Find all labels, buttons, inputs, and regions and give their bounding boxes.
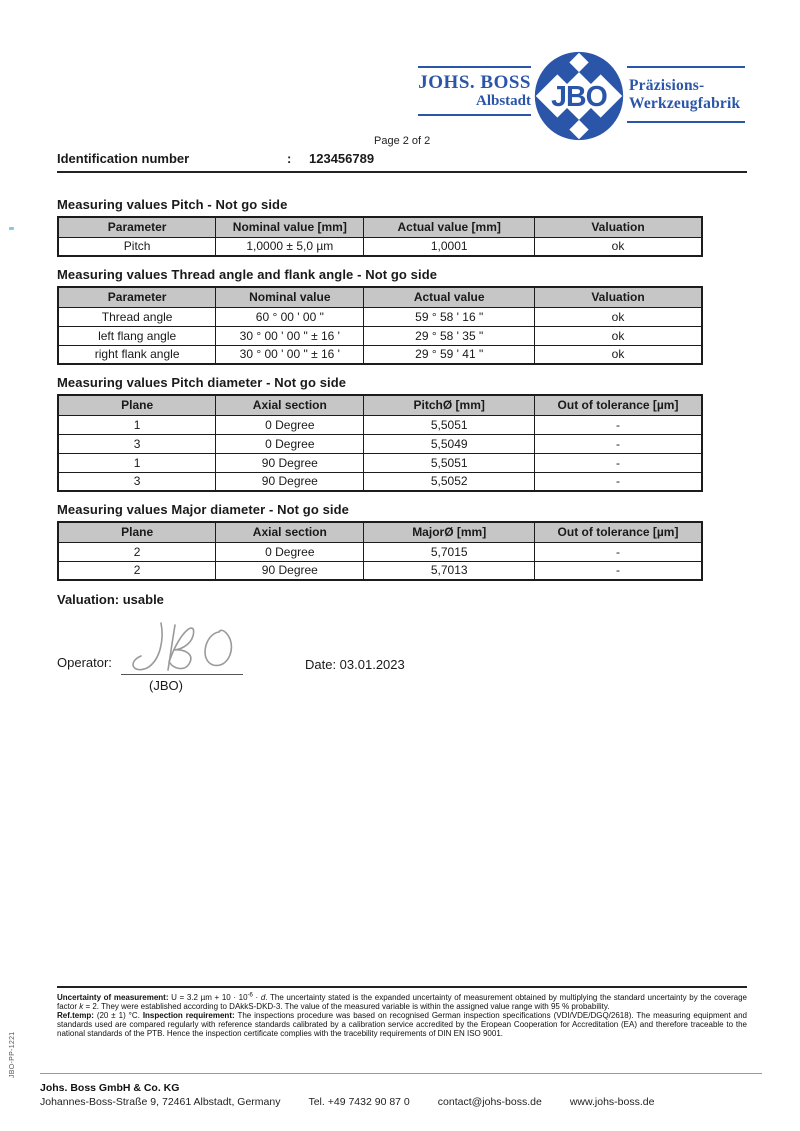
header-company-left — [418, 66, 531, 116]
table-header-row — [58, 522, 702, 542]
table-row — [58, 472, 702, 491]
table-cell: 5,7015 — [364, 542, 535, 561]
table-header-cell: Out of tolerance [µm] — [535, 395, 702, 415]
table-cell: 0 Degree — [216, 542, 364, 561]
table-cell: 1 — [58, 453, 216, 472]
table-cell: 5,5052 — [364, 472, 535, 491]
identification-separator: : — [287, 151, 292, 166]
table-cell: 29 ° 59 ' 41 " — [364, 345, 535, 364]
table-row — [58, 237, 702, 256]
table-cell: ok — [535, 345, 702, 364]
table-cell: - — [535, 434, 702, 453]
table-cell: 1 — [58, 415, 216, 434]
company-tagline-line2: Werkzeugfabrik — [629, 95, 741, 112]
fine-print-block — [57, 986, 747, 1038]
table-cell: 5,5051 — [364, 415, 535, 434]
document-code-vertical: JBO-PP-1221 — [9, 1031, 16, 1078]
measurement-sections — [57, 197, 703, 581]
table-cell: 30 ° 00 ' 00 " ± 16 ' — [216, 326, 364, 345]
table-cell: 0 Degree — [216, 415, 364, 434]
table-header-cell: Nominal value — [216, 287, 364, 307]
table-cell: 3 — [58, 434, 216, 453]
table-header-cell: Out of tolerance [µm] — [535, 522, 702, 542]
footer-company-name: Johs. Boss GmbH & Co. KG — [40, 1082, 180, 1094]
header-company-right — [627, 66, 745, 123]
company-name: JOHS. BOSS — [418, 72, 531, 93]
table-row — [58, 561, 702, 580]
table-row — [58, 345, 702, 364]
table-header-row — [58, 217, 702, 237]
table-row — [58, 453, 702, 472]
date-label: Date: 03.01.2023 — [305, 657, 405, 672]
header-rule-bottom-left — [418, 114, 531, 116]
table-cell: Thread angle — [58, 307, 216, 326]
table-cell: ok — [535, 326, 702, 345]
table-cell: 2 — [58, 542, 216, 561]
measurement-table — [57, 216, 703, 257]
table-header-cell: Plane — [58, 522, 216, 542]
table-cell: 30 ° 00 ' 00 " ± 16 ' — [216, 345, 364, 364]
table-header-cell: Valuation — [535, 287, 702, 307]
table-row — [58, 415, 702, 434]
signature-name: (JBO) — [149, 678, 183, 693]
table-cell: 2 — [58, 561, 216, 580]
signature-line — [121, 674, 243, 675]
section-title: Measuring values Major diameter - Not go side — [57, 502, 350, 517]
measurement-table — [57, 521, 703, 581]
page-number: Page 2 of 2 — [374, 135, 431, 147]
table-cell: - — [535, 415, 702, 434]
section-title: Measuring values Pitch diameter - Not go side — [57, 375, 347, 390]
table-cell: ok — [535, 237, 702, 256]
table-cell: 3 — [58, 472, 216, 491]
company-city: Albstadt — [475, 93, 531, 109]
footer-website: www.johs-boss.de — [569, 1096, 655, 1108]
table-cell: - — [535, 453, 702, 472]
section-title: Measuring values Pitch - Not go side — [57, 197, 288, 212]
jbo-logo-icon — [533, 50, 625, 142]
table-cell: 1,0000 ± 5,0 µm — [216, 237, 364, 256]
table-cell: 90 Degree — [216, 561, 364, 580]
fine-print-paragraph: Uncertainty of measurement: U = 3.2 $\mu m + 10 \cdot 10^{-6} \cdot d$. The uncertainty stated is the expanded uncertainty of measurement obtained by multiplying the standard uncertainty by the coverage factor k = 2. They were established according to DAkkS-DKD-3. The value of the measured variable is within the assigned value range with 95 % probability. — [57, 992, 748, 1011]
footer — [40, 1073, 762, 1108]
identification-value: 123456789 — [309, 151, 375, 166]
scan-artifact-mark — [9, 227, 14, 230]
table-header-cell: Parameter — [58, 287, 216, 307]
logo-text: JBO — [551, 81, 607, 114]
table-header-row — [58, 287, 702, 307]
overall-valuation: Valuation: usable — [57, 592, 164, 607]
table-header-cell: Parameter — [58, 217, 216, 237]
table-cell: 5,5049 — [364, 434, 535, 453]
table-header-cell: Valuation — [535, 217, 702, 237]
fine-print-paragraph: Ref.temp: (20 ± 1) °C. Inspection requirement: The inspections procedure was based on recognised German inspection specifications (VDI/VDE/DGQ/2618). The measuring equipment and standards used are compared regularly with reference standards calibrated by a calibration service accredited by the Eropean Cooperation for Accreditation (EA) and therefore traceable to the national standards of the PTB. Hence the inspection certificate complies with the tracebility requirements of DIN EN ISO 9001. — [57, 1011, 748, 1038]
table-cell: ok — [535, 307, 702, 326]
table-header-cell: Nominal value [mm] — [216, 217, 364, 237]
measurement-table — [57, 286, 703, 365]
table-row — [58, 542, 702, 561]
table-header-cell: MajorØ [mm] — [364, 522, 535, 542]
table-cell: 59 ° 58 ' 16 " — [364, 307, 535, 326]
table-cell: 90 Degree — [216, 453, 364, 472]
table-cell: 5,7013 — [364, 561, 535, 580]
table-cell: 90 Degree — [216, 472, 364, 491]
table-cell: left flang angle — [58, 326, 216, 345]
table-cell: - — [535, 542, 702, 561]
table-header-cell: Actual value — [364, 287, 535, 307]
table-row — [58, 326, 702, 345]
handwritten-signature — [123, 618, 263, 674]
table-row — [58, 307, 702, 326]
company-tagline-line1: Präzisions- — [629, 77, 705, 94]
table-cell: right flank angle — [58, 345, 216, 364]
measurement-table — [57, 394, 703, 492]
footer-phone: Tel. +49 7432 90 87 0 — [308, 1096, 410, 1108]
table-cell: - — [535, 472, 702, 491]
table-cell: Pitch — [58, 237, 216, 256]
table-header-row — [58, 395, 702, 415]
identification-row — [57, 151, 747, 173]
section-title: Measuring values Thread angle and flank angle - Not go side — [57, 267, 438, 282]
table-cell: 5,5051 — [364, 453, 535, 472]
table-header-cell: Axial section — [216, 395, 364, 415]
table-cell: - — [535, 561, 702, 580]
table-header-cell: Actual value [mm] — [364, 217, 535, 237]
table-cell: 1,0001 — [364, 237, 535, 256]
table-cell: 29 ° 58 ' 35 " — [364, 326, 535, 345]
table-header-cell: Axial section — [216, 522, 364, 542]
operator-label: Operator: — [57, 655, 112, 670]
footer-address: Johannes-Boss-Straße 9, 72461 Albstadt, Germany — [40, 1096, 281, 1108]
header-rule-bottom-right — [627, 121, 745, 123]
signature-block — [57, 618, 477, 698]
fine-print-text — [57, 993, 747, 1038]
table-cell: 0 Degree — [216, 434, 364, 453]
footer-email: contact@johs-boss.de — [437, 1096, 542, 1108]
table-cell: 60 ° 00 ' 00 " — [216, 307, 364, 326]
table-row — [58, 434, 702, 453]
identification-label: Identification number — [57, 151, 190, 166]
table-header-cell: PitchØ [mm] — [364, 395, 535, 415]
table-header-cell: Plane — [58, 395, 216, 415]
